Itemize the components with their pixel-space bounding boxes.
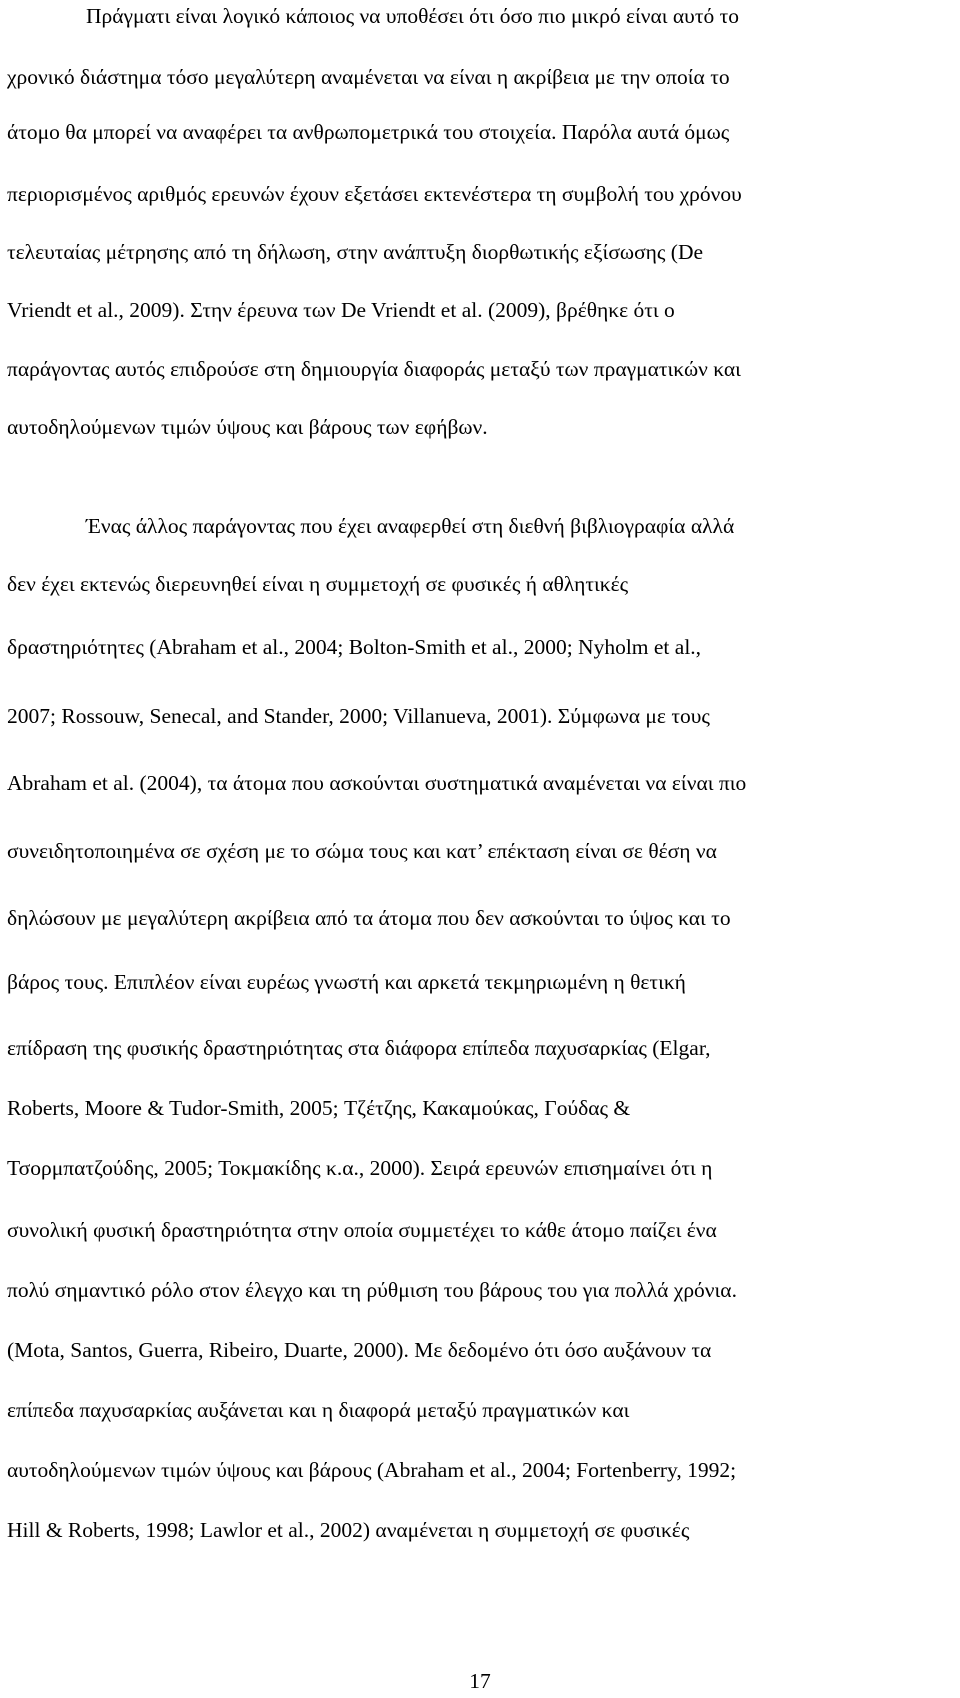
- text-line: συνολική φυσική δραστηριότητα στην οποία συμμετέχει το κάθε άτομο παίζει ένα: [7, 1218, 717, 1242]
- text-line: δραστηριότητες (Abraham et al., 2004; Bolton-Smith et al., 2000; Nyholm et al.,: [7, 635, 702, 659]
- text-line: Τσορμπατζούδης, 2005; Τοκμακίδης κ.α., 2000). Σειρά ερευνών επισημαίνει ότι η: [7, 1156, 713, 1180]
- text-line: 2007; Rossouw, Senecal, and Stander, 2000; Villanueva, 2001). Σύμφωνα με τους: [7, 704, 710, 728]
- text-line: Hill & Roberts, 1998; Lawlor et al., 2002) αναμένεται η συμμετοχή σε φυσικές: [7, 1518, 690, 1542]
- text-line: άτομο θα μπορεί να αναφέρει τα ανθρωπομετρικά του στοιχεία. Παρόλα αυτά όμως: [7, 120, 730, 144]
- text-line: δηλώσουν με μεγαλύτερη ακρίβεια από τα άτομα που δεν ασκούνται το ύψος και το: [7, 906, 731, 930]
- text-line: Vriendt et al., 2009). Στην έρευνα των De Vriendt et al. (2009), βρέθηκε ότι ο: [7, 298, 675, 322]
- text-line: επίδραση της φυσικής δραστηριότητας στα διάφορα επίπεδα παχυσαρκίας (Elgar,: [7, 1036, 711, 1060]
- text-line: περιορισμένος αριθμός ερευνών έχουν εξετάσει εκτενέστερα τη συμβολή του χρόνου: [7, 182, 742, 206]
- text-line: συνειδητοποιημένα σε σχέση με το σώμα τους και κατ’ επέκταση είναι σε θέση να: [7, 839, 717, 863]
- text-line: παράγοντας αυτός επιδρούσε στη δημιουργία διαφοράς μεταξύ των πραγματικών και: [7, 357, 741, 381]
- text-line: βάρος τους. Επιπλέον είναι ευρέως γνωστή και αρκετά τεκμηριωμένη η θετική: [7, 970, 686, 994]
- text-line: Ένας άλλος παράγοντας που έχει αναφερθεί στη διεθνή βιβλιογραφία αλλά: [86, 514, 735, 538]
- text-line: τελευταίας μέτρησης από τη δήλωση, στην ανάπτυξη διορθωτικής εξίσωσης (De: [7, 240, 704, 264]
- page-number: 17: [469, 1669, 491, 1693]
- text-line: Πράγματι είναι λογικό κάποιος να υποθέσει ότι όσο πιο μικρό είναι αυτό το: [86, 4, 739, 28]
- text-line: επίπεδα παχυσαρκίας αυξάνεται και η διαφορά μεταξύ πραγματικών και: [7, 1398, 630, 1422]
- text-line: χρονικό διάστημα τόσο μεγαλύτερη αναμένεται να είναι η ακρίβεια με την οποία το: [7, 65, 730, 89]
- text-line: αυτοδηλούμενων τιμών ύψους και βάρους (Abraham et al., 2004; Fortenberry, 1992;: [7, 1458, 737, 1482]
- text-line: (Mota, Santos, Guerra, Ribeiro, Duarte, 2000). Με δεδομένο ότι όσο αυξάνουν τα: [7, 1338, 712, 1362]
- text-line: δεν έχει εκτενώς διερευνηθεί είναι η συμμετοχή σε φυσικές ή αθλητικές: [7, 572, 629, 596]
- text-line: Abraham et al. (2004), τα άτομα που ασκούνται συστηματικά αναμένεται να είναι πιο: [7, 771, 747, 795]
- text-line: πολύ σημαντικό ρόλο στον έλεγχο και τη ρύθμιση του βάρους του για πολλά χρόνια.: [7, 1278, 737, 1302]
- text-line: αυτοδηλούμενων τιμών ύψους και βάρους των εφήβων.: [7, 415, 488, 439]
- text-line: Roberts, Moore & Tudor-Smith, 2005; Τζέτζης, Κακαμούκας, Γούδας &: [7, 1096, 631, 1120]
